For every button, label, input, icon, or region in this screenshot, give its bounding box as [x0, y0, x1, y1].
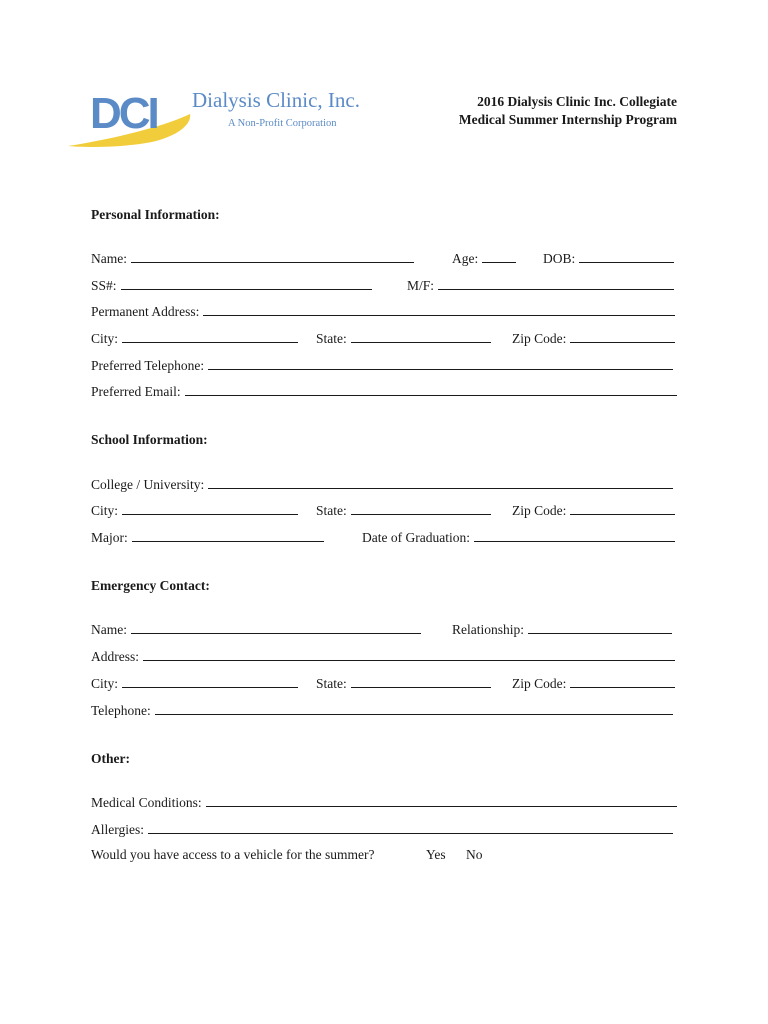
vehicle-question: Would you have access to a vehicle for the summer?	[91, 847, 375, 862]
medical-conditions-label: Medical Conditions:	[91, 795, 202, 810]
school-state-line[interactable]	[351, 501, 491, 515]
medical-conditions-field[interactable]	[91, 793, 677, 811]
dci-logo	[66, 84, 376, 154]
preferred-telephone-label: Preferred Telephone:	[91, 358, 205, 373]
major-label: Major:	[91, 530, 128, 545]
dob-label: DOB:	[543, 251, 576, 266]
school-zip-label: Zip Code:	[512, 503, 567, 518]
vehicle-yes-option[interactable]: Yes	[426, 847, 446, 862]
org-tagline: A Non-Profit Corporation	[228, 118, 337, 129]
emergency-name-label: Name:	[91, 622, 127, 637]
personal-state-line[interactable]	[351, 329, 491, 343]
personal-state-field[interactable]	[316, 329, 491, 347]
preferred-telephone-line[interactable]	[208, 356, 673, 370]
form-title	[459, 93, 677, 129]
emergency-name-field[interactable]	[91, 620, 421, 638]
emergency-state-line[interactable]	[351, 674, 491, 688]
personal-zip-label: Zip Code:	[512, 331, 567, 346]
gender-field[interactable]	[407, 276, 674, 294]
emergency-address-line[interactable]	[143, 647, 675, 661]
personal-name-label: Name:	[91, 251, 127, 266]
allergies-field[interactable]	[91, 820, 673, 838]
emergency-city-field[interactable]	[91, 674, 298, 692]
ss-label: SS#:	[91, 278, 117, 293]
major-field[interactable]	[91, 528, 324, 546]
preferred-email-label: Preferred Email:	[91, 384, 181, 399]
emergency-address-label: Address:	[91, 649, 139, 664]
other-heading: Other:	[91, 751, 130, 766]
emergency-city-label: City:	[91, 676, 119, 691]
personal-name-field[interactable]	[91, 249, 414, 267]
relationship-line[interactable]	[528, 620, 672, 634]
emergency-contact-heading: Emergency Contact:	[91, 578, 210, 593]
dci-logo-mark	[66, 84, 196, 150]
ss-field[interactable]	[91, 276, 372, 294]
emergency-zip-line[interactable]	[570, 674, 675, 688]
dob-line[interactable]	[579, 249, 674, 263]
school-state-field[interactable]	[316, 501, 491, 519]
org-name: Dialysis Clinic, Inc.	[192, 88, 360, 112]
school-zip-line[interactable]	[570, 501, 675, 515]
college-line[interactable]	[208, 475, 673, 489]
allergies-line[interactable]	[148, 820, 673, 834]
emergency-telephone-line[interactable]	[155, 701, 673, 715]
preferred-telephone-field[interactable]	[91, 356, 673, 374]
school-info-heading: School Information:	[91, 432, 208, 447]
major-line[interactable]	[132, 528, 324, 542]
graduation-date-label: Date of Graduation:	[362, 530, 470, 545]
college-field[interactable]	[91, 475, 673, 493]
emergency-zip-label: Zip Code:	[512, 676, 567, 691]
personal-zip-field[interactable]	[512, 329, 675, 347]
emergency-name-line[interactable]	[131, 620, 421, 634]
emergency-address-field[interactable]	[91, 647, 675, 665]
ss-line[interactable]	[121, 276, 372, 290]
permanent-address-line[interactable]	[203, 302, 675, 316]
gender-label: M/F:	[407, 278, 435, 293]
logo-letters: DCI	[90, 89, 157, 138]
personal-info-heading: Personal Information:	[91, 207, 220, 222]
allergies-label: Allergies:	[91, 822, 144, 837]
title-line-1: 2016 Dialysis Clinic Inc. Collegiate	[477, 94, 677, 109]
age-label: Age:	[452, 251, 479, 266]
school-city-line[interactable]	[122, 501, 298, 515]
graduation-date-line[interactable]	[474, 528, 675, 542]
personal-city-line[interactable]	[122, 329, 298, 343]
personal-state-label: State:	[316, 331, 347, 346]
school-city-field[interactable]	[91, 501, 298, 519]
school-state-label: State:	[316, 503, 347, 518]
title-line-2: Medical Summer Internship Program	[458, 112, 677, 127]
personal-zip-line[interactable]	[570, 329, 675, 343]
preferred-email-field[interactable]	[91, 382, 677, 400]
graduation-date-field[interactable]	[362, 528, 675, 546]
vehicle-no-option[interactable]: No	[466, 847, 483, 862]
emergency-city-line[interactable]	[122, 674, 298, 688]
emergency-zip-field[interactable]	[512, 674, 675, 692]
preferred-email-line[interactable]	[185, 382, 677, 396]
age-line[interactable]	[482, 249, 516, 263]
school-zip-field[interactable]	[512, 501, 675, 519]
age-field[interactable]	[452, 249, 516, 267]
dob-field[interactable]	[543, 249, 674, 267]
emergency-telephone-field[interactable]	[91, 701, 673, 719]
personal-name-line[interactable]	[131, 249, 414, 263]
emergency-state-label: State:	[316, 676, 347, 691]
gender-line[interactable]	[438, 276, 674, 290]
school-city-label: City:	[91, 503, 119, 518]
college-label: College / University:	[91, 477, 205, 492]
personal-city-field[interactable]	[91, 329, 298, 347]
relationship-label: Relationship:	[452, 622, 524, 637]
medical-conditions-line[interactable]	[206, 793, 677, 807]
emergency-telephone-label: Telephone:	[91, 703, 151, 718]
personal-city-label: City:	[91, 331, 119, 346]
permanent-address-label: Permanent Address:	[91, 304, 200, 319]
emergency-state-field[interactable]	[316, 674, 491, 692]
permanent-address-field[interactable]	[91, 302, 675, 320]
relationship-field[interactable]	[452, 620, 672, 638]
